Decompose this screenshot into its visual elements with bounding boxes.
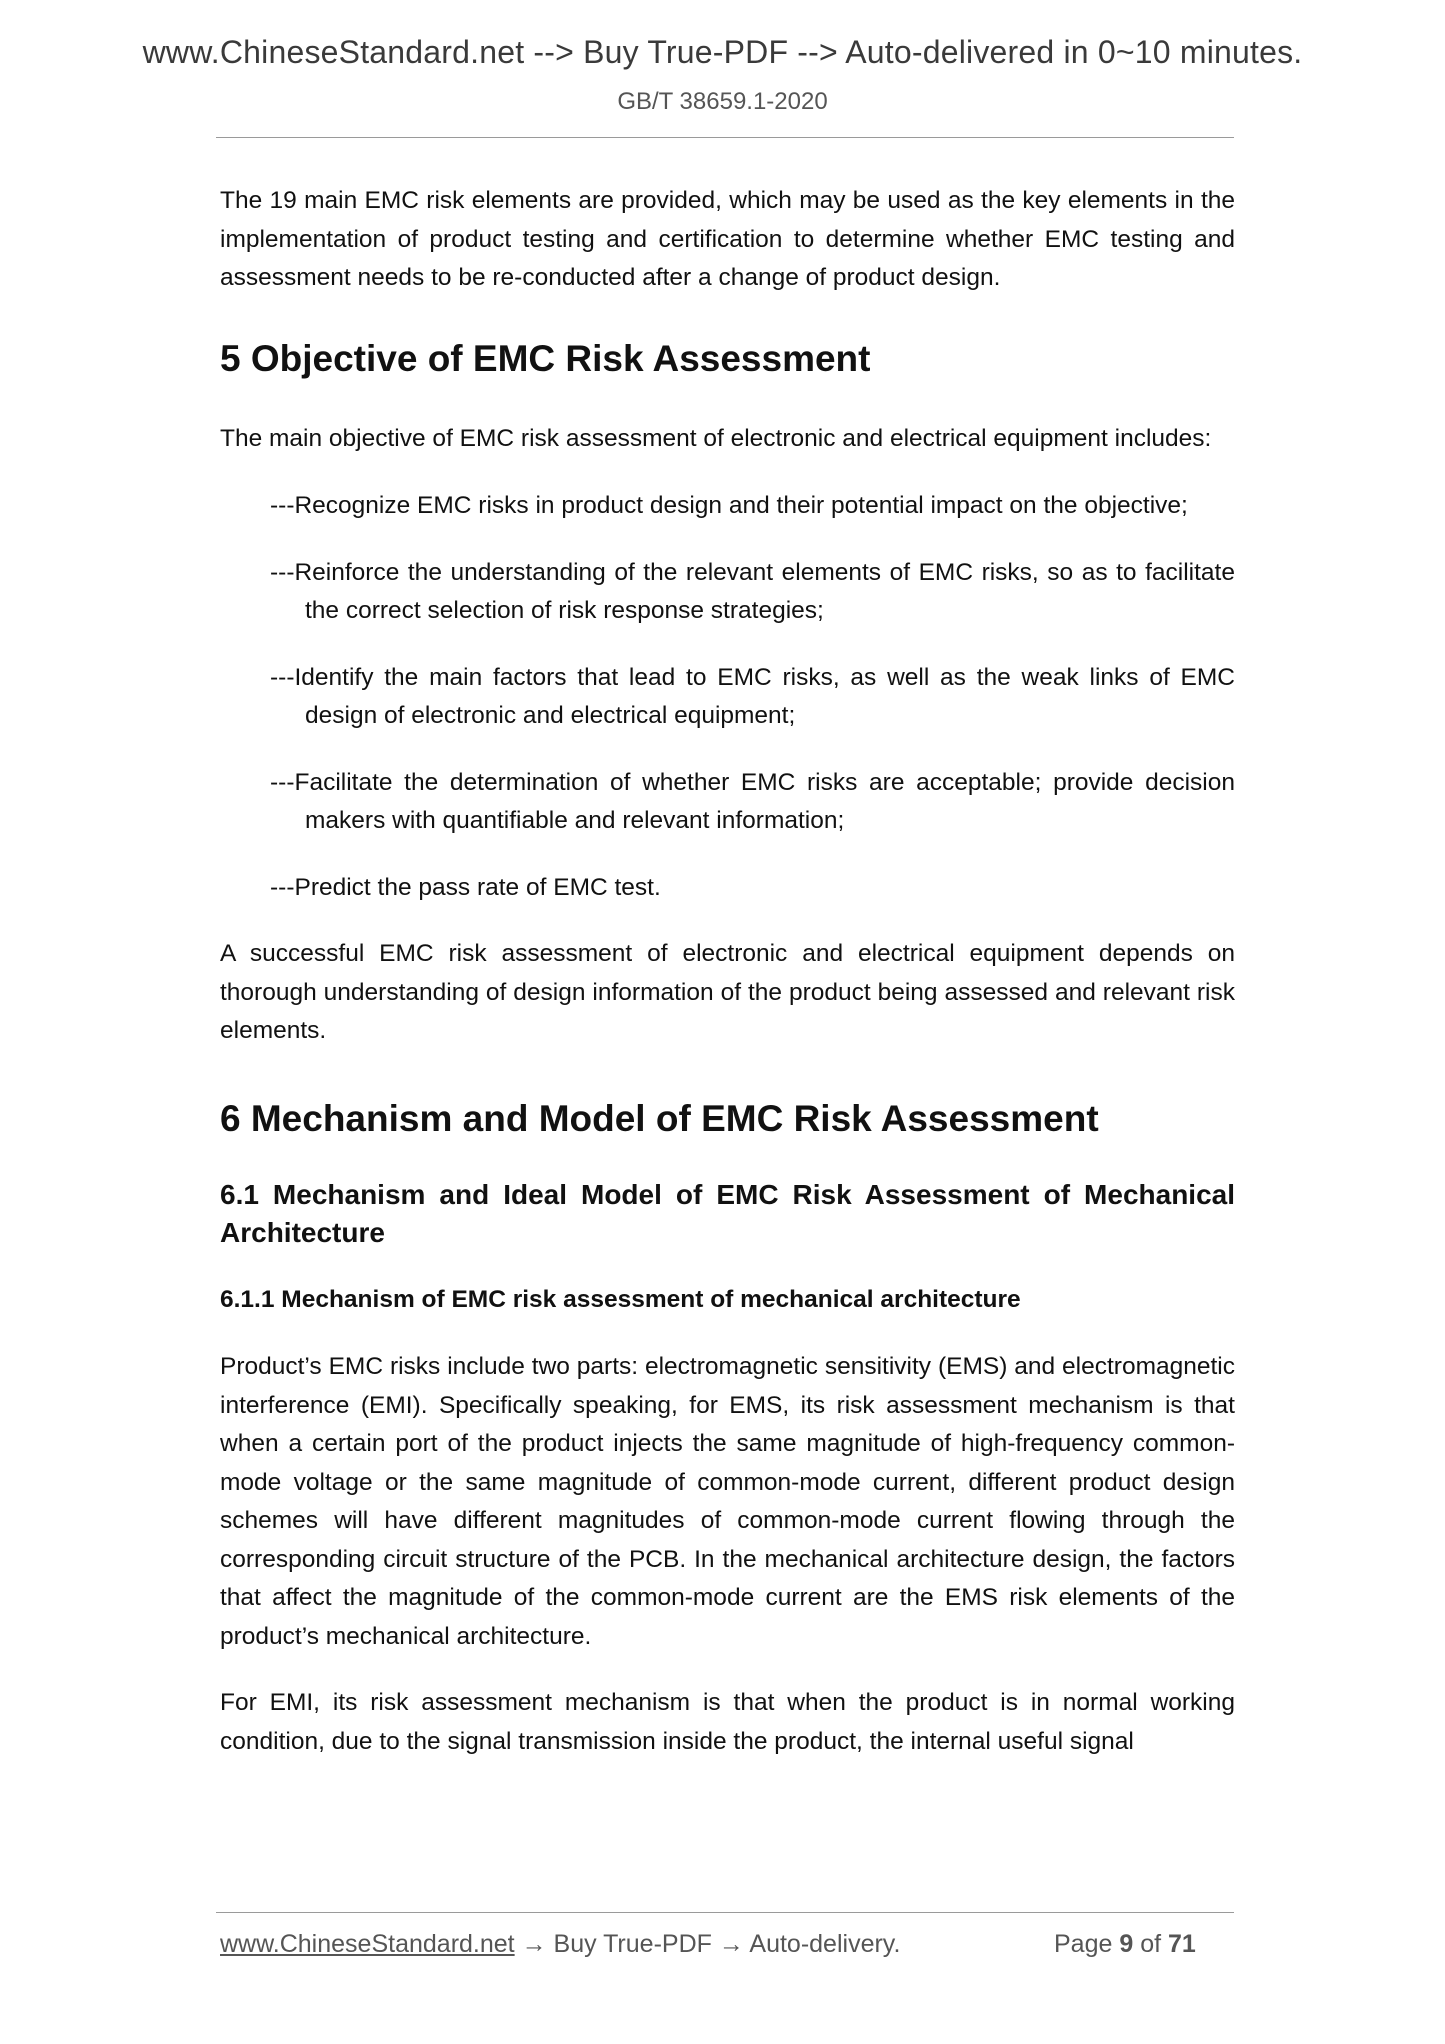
objective-bullet: ---Identify the main factors that lead to EMC risks, as well as the weak links of EMC design of electronic and electrical equipment; <box>270 663 1235 729</box>
page-word: Page <box>1054 1930 1113 1958</box>
page-number: 9 <box>1119 1930 1134 1958</box>
header-banner: www.ChineseStandard.net --> Buy True-PDF --> Auto-delivered in 0~10 minutes. <box>142 34 1303 70</box>
footer-site-link[interactable]: www.ChineseStandard.net <box>220 1930 515 1958</box>
section-5-closing: A successful EMC risk assessment of electronic and electrical equipment depends on thorough understanding of design information of the product being assessed and relevant risk elements. <box>220 940 1235 1044</box>
objective-bullet: ---Reinforce the understanding of the relevant elements of EMC risks, so as to facilitate the correct selection of risk response strategies; <box>270 558 1235 624</box>
total-pages: 71 <box>1168 1930 1196 1958</box>
footer-rule <box>216 1912 1234 1913</box>
standard-code: GB/T 38659.1-2020 <box>617 88 828 115</box>
footer-tagline: → Buy True-PDF → Auto-delivery. <box>514 1930 901 1958</box>
objective-bullet: ---Predict the pass rate of EMC test. <box>270 873 661 901</box>
subsection-6-1-heading: 6.1 Mechanism and Ideal Model of EMC Risk Assessment of Mechanical Architecture <box>220 1178 1235 1248</box>
section-6-heading: 6 Mechanism and Model of EMC Risk Assessment <box>220 1097 1099 1139</box>
subsection-6-1-1-heading: 6.1.1 Mechanism of EMC risk assessment of mechanical architecture <box>220 1285 1021 1313</box>
page-indicator <box>1054 1930 1196 1959</box>
section-5-heading: 5 Objective of EMC Risk Assessment <box>220 337 871 379</box>
section-5-lead: The main objective of EMC risk assessment of electronic and electrical equipment includes: <box>220 424 1212 452</box>
mechanism-paragraph-1: Product’s EMC risks include two parts: electromagnetic sensitivity (EMS) and electromagnetic interference (EMI). Specifically speaking, for EMS, its risk assessment mechanism is that when a certain port of the product injects the same magnitude of high-frequency common-mode voltage or the same magnitude of common-mode current, different product design schemes will have different magnitudes of common-mode current flowing through the corresponding circuit structure of the PCB. In the mechanical architecture design, the factors that affect the magnitude of the common-mode current are the EMS risk elements of the product’s mechanical architecture. <box>220 1353 1235 1650</box>
header-rule <box>216 137 1234 138</box>
of-word: of <box>1140 1930 1162 1958</box>
page-content <box>220 182 1235 1761</box>
objective-bullet: ---Facilitate the determination of whether EMC risks are acceptable; provide decision makers with quantifiable and relevant information; <box>270 768 1235 834</box>
intro-paragraph: The 19 main EMC risk elements are provided, which may be used as the key elements in the implementation of product testing and certification to determine whether EMC testing and assessment needs to be re-conducted after a change of product design. <box>220 187 1235 291</box>
mechanism-paragraph-2: For EMI, its risk assessment mechanism is that when the product is in normal working condition, due to the signal transmission inside the product, the internal useful signal <box>220 1689 1235 1755</box>
objective-bullet: ---Recognize EMC risks in product design and their potential impact on the objective; <box>270 492 1188 519</box>
footer-left <box>220 1930 900 1959</box>
